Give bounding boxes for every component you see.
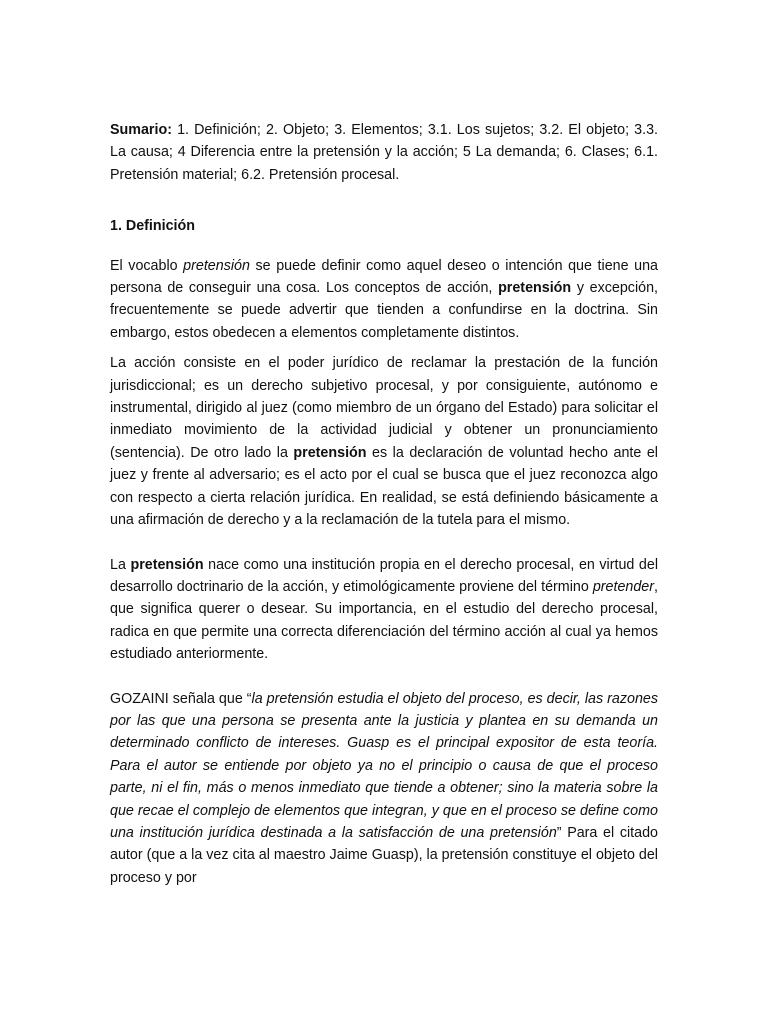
- paragraph-text: La acción consiste en el poder jurídico de reclamar la prestación de la función jurisdiccional; es un derecho subjetivo procesal, y por consiguiente, autónomo e instrumental, dirigido al juez (como miembro de un órgano del Estado) para solicitar el inmediato movimiento de la actividad judicial y obtener un pronunciamiento (sentencia). De otro lado la: [110, 355, 658, 461]
- paragraph-text: La: [110, 556, 131, 573]
- italic-term: pretender: [592, 578, 655, 595]
- bold-term: pretensión: [130, 556, 204, 573]
- quotation-text: la pretensión estudia el objeto del proceso, es decir, las razones por las que una persona se presenta ante la justicia y plantea en su demanda un determinado conflicto de intereses. Guasp es el principal expositor de esta teoría. Para el autor se entiende por objeto ya no el principio o causa de que el proceso parte, ni el fin, más o menos inmediato que tiende a obtener; sino la materia sobre la que recae el complejo de elementos que integran, y que en el proceso se define como una institución jurídica destinada a la satisfacción de una pretensión: [110, 690, 658, 841]
- paragraph-text: GOZAINI señala que “: [110, 690, 252, 707]
- summary-label: Sumario:: [110, 122, 172, 138]
- paragraph-text: nace como una institución propia en el derecho procesal, en virtud del desarrollo doctrinario de la acción, y etimológicamente proviene del término: [110, 556, 659, 595]
- paragraph-text: y excepción, frecuentemente se puede advertir que tienden a confundirse en la doctrina. Sin embargo, estos obedecen a elementos completamente distintos.: [110, 280, 658, 341]
- paragraph-text: se puede definir como aquel deseo o intención que tiene una persona de conseguir una cosa. Los conceptos de acción,: [110, 257, 658, 297]
- paragraph-text: , que significa querer o desear. Su importancia, en el estudio del derecho procesal, radica en que permite una correcta diferenciación del término acción al cual ya hemos estudiado anteriormente.: [110, 578, 658, 663]
- section-heading: 1. Definición: [110, 218, 195, 235]
- paragraph-definition: [110, 255, 658, 345]
- paragraph-pretension: [110, 554, 658, 666]
- paragraph-text: ” Para el citado autor (que a la vez cita al maestro Jaime Guasp), la pretensión constituye el objeto del proceso y por: [110, 824, 658, 886]
- summary-text: 1. Definición; 2. Objeto; 3. Elementos; 3.1. Los sujetos; 3.2. El objeto; 3.3. La causa; 4 Diferencia entre la pretensión y la acción; 5 La demanda; 6. Clases; 6.1. Pretensión material; 6.2. Pretensión procesal.: [110, 122, 658, 183]
- summary-paragraph: [110, 119, 658, 186]
- paragraph-text: El vocablo: [110, 257, 184, 274]
- bold-term: pretensión: [498, 280, 572, 297]
- document-body: [110, 119, 658, 889]
- italic-term: pretensión: [183, 257, 250, 274]
- paragraph-accion: [110, 352, 658, 531]
- paragraph-text: es la declaración de voluntad hecho ante el juez y frente al adversario; es el acto por el cual se busca que el juez reconozca algo con respecto a cierta relación jurídica. En realidad, se está definiendo básicamente a una afirmación de derecho y a la reclamación de la tutela para el mismo.: [110, 444, 658, 529]
- paragraph-gozaini: [110, 688, 658, 890]
- bold-term: pretensión: [293, 444, 367, 461]
